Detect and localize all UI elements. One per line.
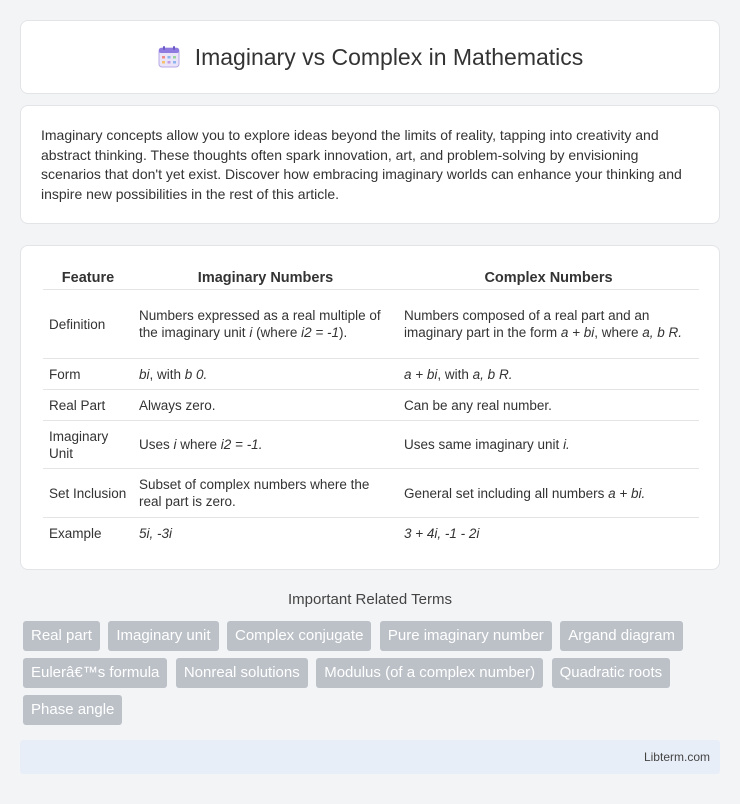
comparison-table	[43, 266, 699, 550]
tag-nonreal-solutions[interactable]: Nonreal solutions	[176, 658, 308, 688]
complex-cell: Can be any real number.	[398, 390, 699, 421]
complex-cell: General set including all numbers a + bi.	[398, 469, 699, 518]
header-card	[20, 20, 720, 94]
feature-cell: Form	[43, 359, 133, 390]
footer	[20, 740, 720, 774]
imaginary-cell: Numbers expressed as a real multiple of the imaginary unit i (where i2 = -1).	[133, 290, 398, 359]
complex-cell: 3 + 4i, -1 - 2i	[404, 526, 480, 542]
tag-real-part[interactable]: Real part	[23, 621, 100, 651]
feature-cell: Imaginary Unit	[43, 421, 133, 469]
tag-modulus[interactable]: Modulus (of a complex number)	[316, 658, 543, 688]
table-row	[43, 421, 699, 469]
imaginary-cell: Subset of complex numbers where the real part is zero.	[133, 469, 398, 518]
page-title: Imaginary vs Complex in Mathematics	[194, 43, 584, 70]
table-row	[43, 290, 699, 359]
intro-card	[20, 105, 720, 224]
complex-cell: Numbers composed of a real part and an imaginary part in the form a + bi, where a, b R.	[398, 290, 699, 359]
imaginary-cell: 5i, -3i	[139, 526, 173, 542]
imaginary-cell: Always zero.	[133, 390, 398, 421]
related-terms-title: Important Related Terms	[288, 591, 452, 608]
tag-complex-conjugate[interactable]: Complex conjugate	[227, 621, 371, 651]
table-row	[43, 469, 699, 518]
imaginary-cell: bi, with b 0.	[133, 359, 398, 390]
complex-cell: Uses same imaginary unit i.	[398, 421, 699, 469]
tag-imaginary-unit[interactable]: Imaginary unit	[108, 621, 218, 651]
tag-argand-diagram[interactable]: Argand diagram	[560, 621, 683, 651]
table-header-row	[43, 266, 699, 290]
feature-cell: Example	[49, 526, 102, 542]
table-row	[43, 390, 699, 421]
feature-cell: Definition	[43, 290, 133, 359]
feature-cell: Real Part	[43, 390, 133, 421]
imaginary-cell: Uses i where i2 = -1.	[133, 421, 398, 469]
tag-eulers-formula[interactable]: Eulerâ€™s formula	[23, 658, 167, 688]
footer-site-link[interactable]: Libterm.com	[643, 750, 710, 764]
tag-phase-angle[interactable]: Phase angle	[23, 695, 122, 725]
comparison-card	[20, 245, 720, 570]
related-terms-list	[23, 621, 723, 732]
tag-pure-imaginary-number[interactable]: Pure imaginary number	[380, 621, 552, 651]
table-row	[43, 518, 699, 550]
calendar-icon	[157, 45, 181, 69]
complex-cell: a + bi, with a, b R.	[398, 359, 699, 390]
table-row	[43, 359, 699, 390]
header-complex: Complex Numbers	[398, 266, 699, 290]
tag-quadratic-roots[interactable]: Quadratic roots	[552, 658, 671, 688]
feature-cell: Set Inclusion	[43, 469, 133, 518]
header-imaginary: Imaginary Numbers	[133, 266, 398, 290]
header-feature: Feature	[43, 266, 133, 290]
intro-paragraph: Imaginary concepts allow you to explore ideas beyond the limits of reality, tapping into creativity and abstract thinking. These thoughts often spark innovation, art, and problem-solving by envisioning scenarios that don't yet exist. Discover how embracing imaginary worlds can enhance your thinking and inspire new possibilities in the rest of this article.	[41, 127, 682, 202]
